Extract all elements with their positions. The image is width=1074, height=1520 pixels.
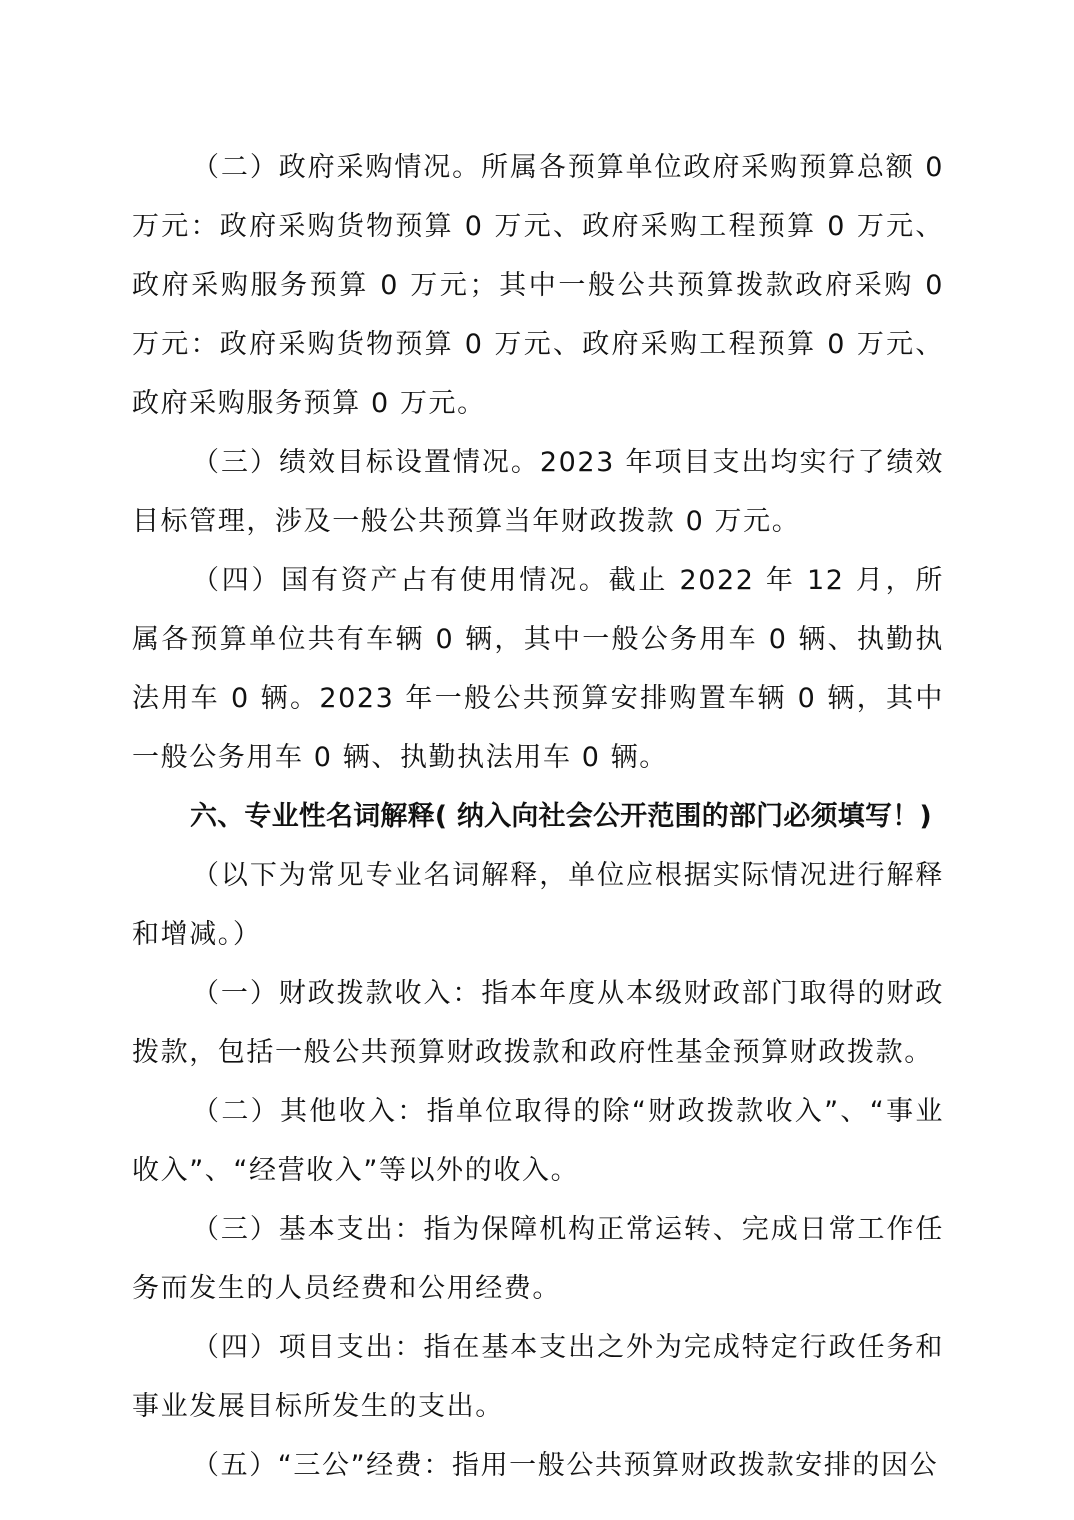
paragraph-terminology-note: （以下为常见专业名词解释，单位应根据实际情况进行解释和增减。）: [132, 860, 944, 950]
paragraph-term-project-expenditure: （四）项目支出：指在基本支出之外为完成特定行政任务和事业发展目标所发生的支出。: [132, 1332, 944, 1422]
paragraph-term-three-public-expenses: （五）“三公”经费：指用一般公共预算财政拨款安排的因公: [192, 1450, 939, 1481]
paragraph-term-other-income: （二）其他收入：指单位取得的除“财政拨款收入”、“事业收入”、“经营收入”等以外的收入。: [132, 1096, 944, 1186]
paragraph-performance-targets: （三）绩效目标设置情况。2023 年项目支出均实行了绩效目标管理，涉及一般公共预算当年财政拨款 0 万元。: [132, 447, 944, 537]
paragraph-term-basic-expenditure: （三）基本支出：指为保障机构正常运转、完成日常工作任务而发生的人员经费和公用经费。: [132, 1214, 944, 1304]
document-body: [132, 138, 944, 1495]
paragraph-state-assets: （四）国有资产占有使用情况。截止 2022 年 12 月，所属各预算单位共有车辆 0 辆，其中一般公务用车 0 辆、执勤执法用车 0 辆。2023 年一般公共预算安排购置车辆 0 辆，其中一般公务用车 0 辆、执勤执法用车 0 辆。: [132, 565, 944, 773]
paragraph-government-procurement: （二）政府采购情况。所属各预算单位政府采购预算总额 0 万元：政府采购货物预算 0 万元、政府采购工程预算 0 万元、政府采购服务预算 0 万元；其中一般公共预算拨款政府采购 0 万元：政府采购货物预算 0 万元、政府采购工程预算 0 万元、政府采购服务预算 0 万元。: [132, 152, 944, 419]
section-heading-terminology: 六、专业性名词解释( 纳入向社会公开范围的部门必须填写！): [190, 801, 932, 832]
paragraph-term-fiscal-income: （一）财政拨款收入：指本年度从本级财政部门取得的财政拨款，包括一般公共预算财政拨款和政府性基金预算财政拨款。: [132, 978, 944, 1068]
